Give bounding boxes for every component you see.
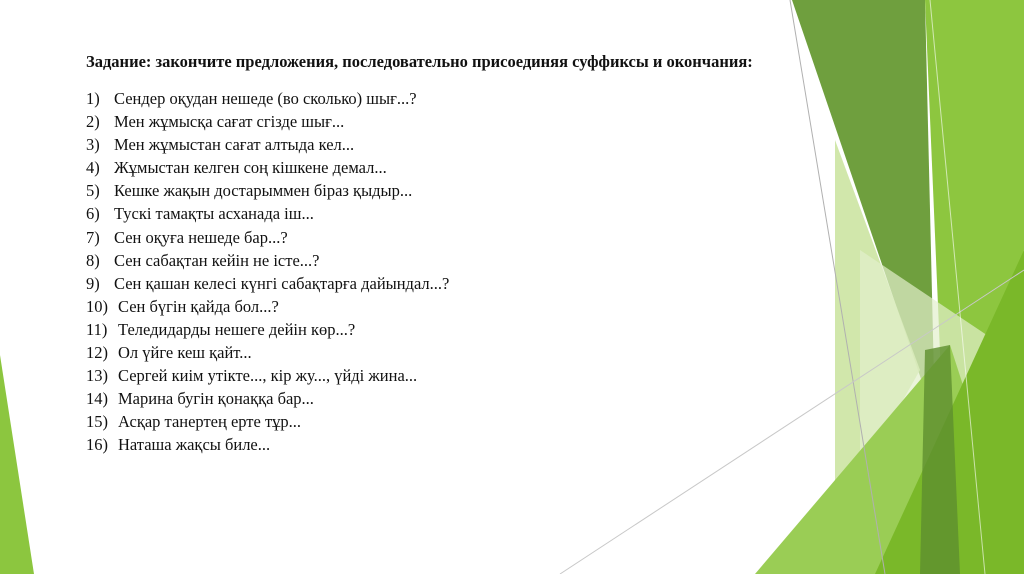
item-number: 4) [86,158,100,178]
item-text: Сен қашан келесі күнгі сабақтарға дайындал...? [114,273,450,293]
item-text: Тускі тамақты асханада іш... [114,204,314,224]
list-item [86,387,786,410]
list-item [86,272,786,295]
item-text: Наташа жақсы биле... [118,435,271,455]
list-item [86,295,786,318]
list-item [86,433,786,456]
item-text: Кешке жақын достарыммен біраз қыдыр... [114,181,413,201]
item-number: 5) [86,181,100,201]
item-number: 15) [86,412,108,432]
item-text: Теледидарды нешеге дейін көр...? [118,319,356,339]
item-text: Марина бугін қонаққа бар... [118,389,314,409]
list-item [86,318,786,341]
item-number: 1) [86,89,100,108]
list-item [86,179,786,202]
list-item [86,110,786,133]
item-text: Жұмыстан келген соң кішкене демал... [114,158,387,178]
item-number: 11) [86,319,108,339]
item-number: 12) [86,343,108,363]
item-number: 16) [86,435,108,455]
item-text: Мен жұмыстан сағат алтыда кел... [114,135,355,155]
list-item [86,226,786,249]
item-text: Мен жұмысқа сағат сгізде шығ... [114,112,345,132]
item-text: Сен сабақтан кейін не істе...? [114,250,320,270]
list-item [86,133,786,156]
item-number: 13) [86,366,108,386]
item-text: Сергей киім утікте..., кір жу..., үйді жина... [118,366,418,386]
item-number: 6) [86,204,100,224]
item-number: 3) [86,135,100,155]
sentence-list [86,87,786,457]
list-item [86,156,786,179]
list-item [86,341,786,364]
list-item [86,410,786,433]
item-text: Сен оқуға нешеде бар...? [114,227,288,247]
item-number: 10) [86,296,108,316]
item-text: Ол үйге кеш қайт... [118,343,252,363]
task-heading: Задание: закончите предложения, последовательно присоединяя суффиксы и окончания: [86,52,753,71]
list-item [86,364,786,387]
list-item [86,87,786,110]
item-number: 8) [86,250,100,270]
item-text: Асқар танертең ерте тұр... [118,412,302,432]
slide-content [86,49,786,457]
list-item [86,202,786,225]
list-item [86,249,786,272]
item-text: Сендер оқудан нешеде (во сколько) шығ...? [114,89,417,108]
item-number: 9) [86,273,100,293]
item-number: 2) [86,112,100,132]
left-accent-shape [0,355,34,574]
item-number: 14) [86,389,108,409]
item-number: 7) [86,227,100,247]
item-text: Сен бүгін қайда бол...? [118,296,279,316]
